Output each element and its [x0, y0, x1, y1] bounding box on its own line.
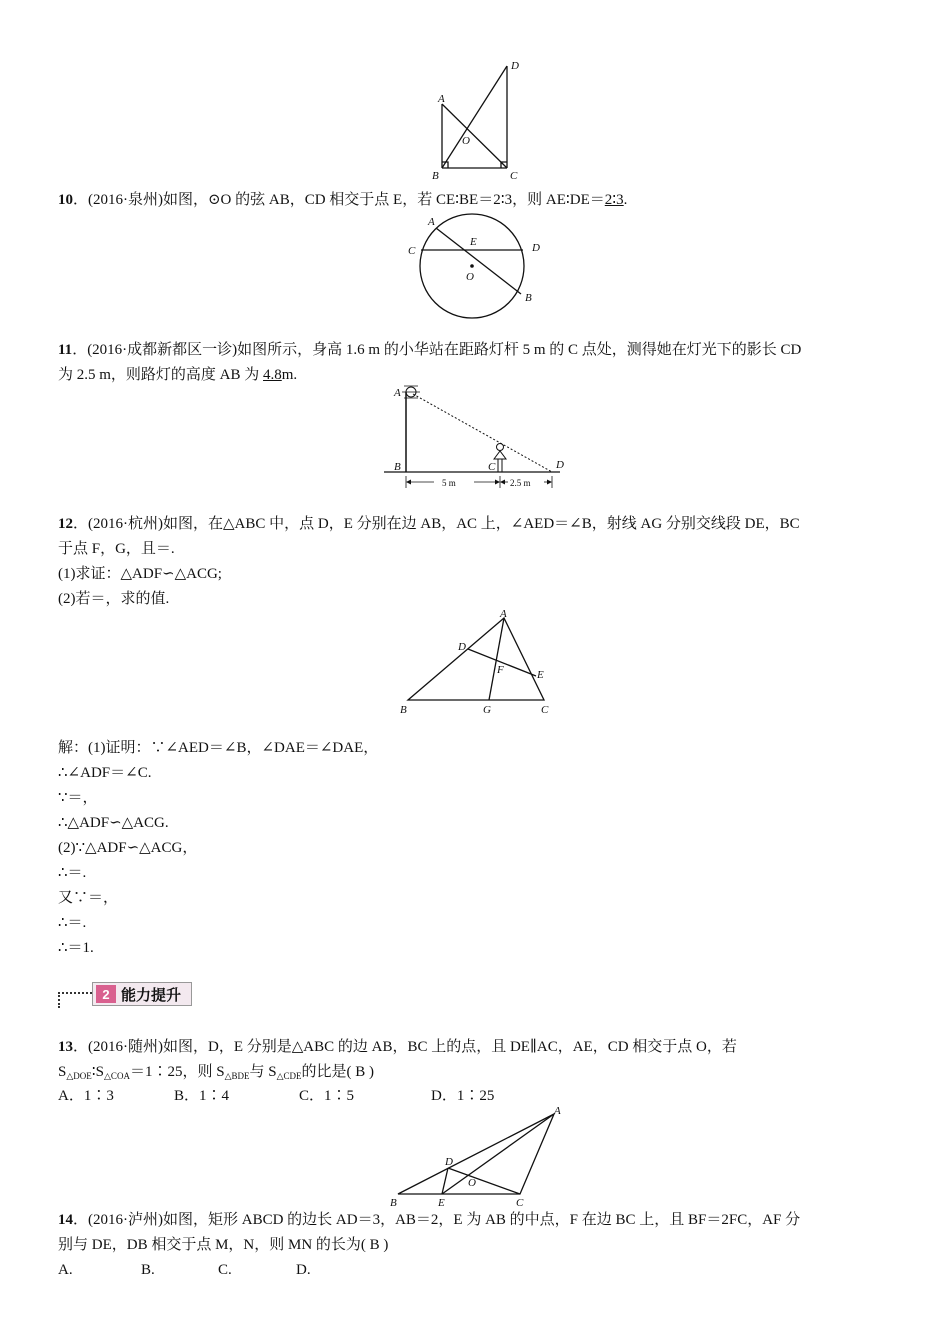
option-c: C.	[218, 1262, 232, 1278]
label-a: A	[438, 93, 445, 105]
label-c: C	[516, 1197, 524, 1209]
label-b: B	[432, 170, 439, 182]
segment-bd	[442, 66, 507, 168]
dimension-2-5m: 2.5 m	[510, 478, 531, 488]
question-number: 12	[58, 516, 73, 532]
question-14-options	[58, 1260, 311, 1280]
solution-line: ∴＝.	[58, 915, 87, 931]
solution-line: ∴∠ADF＝∠C.	[58, 765, 152, 781]
question-number: 10	[58, 192, 73, 208]
label-c: C	[408, 245, 416, 257]
question-12-line1: 12．(2016·杭州)如图，在△ABC 中，点 D，E 分别在边 AB，AC 上，∠AED＝∠B，射线 AG 分别交线段 DE，BC	[58, 516, 800, 532]
question-14-line2: 别与 DE，DB 相交于点 M，N，则 MN 的长为( B )	[58, 1237, 389, 1253]
question-12-part2: (2)若＝，求的值.	[58, 591, 170, 607]
question-12-line2: 于点 F，G，且＝.	[58, 541, 175, 557]
triangle-abc	[398, 1114, 554, 1194]
dimension-5m: 5 m	[442, 478, 456, 488]
chord-ab	[436, 228, 521, 294]
center-dot	[470, 264, 474, 268]
segment-ac	[442, 104, 507, 168]
label-d: D	[511, 60, 519, 72]
section-number: 2	[96, 985, 116, 1003]
label-b: B	[400, 704, 407, 716]
figure-q11	[382, 380, 572, 492]
label-o: O	[468, 1177, 476, 1189]
triangle-abc	[408, 618, 544, 700]
label-a: A	[428, 216, 435, 228]
label-a: A	[554, 1105, 561, 1117]
label-d: D	[458, 641, 466, 653]
figure-q9	[430, 58, 530, 184]
option-d: D．1∶25	[431, 1088, 495, 1104]
question-12-part1: (1)求证：△ADF∽△ACG;	[58, 566, 222, 582]
question-13-line1: 13．(2016·随州)如图，D，E 分别是△ABC 的边 AB，BC 上的点，且 DE∥AC，AE，CD 相交于点 O，若	[58, 1039, 737, 1055]
segment-dc	[448, 1168, 520, 1194]
label-b: B	[394, 461, 401, 473]
label-c: C	[488, 461, 496, 473]
question-number: 11	[58, 342, 73, 358]
label-b: B	[525, 292, 532, 304]
label-a: A	[500, 608, 507, 620]
question-11-line2: 为 2.5 m，则路灯的高度 AB 为 4.8m.	[58, 367, 298, 383]
figure-q10	[404, 208, 546, 326]
label-d: D	[556, 459, 564, 471]
figure-q12	[396, 604, 562, 718]
solution-line: ∴＝1.	[58, 940, 94, 956]
option-c: C．1∶5	[299, 1088, 355, 1104]
label-d: D	[445, 1156, 453, 1168]
label-b: B	[390, 1197, 397, 1209]
question-number: 14	[58, 1212, 73, 1228]
solution-line: ∴＝.	[58, 865, 87, 881]
person-icon	[494, 444, 506, 473]
answer: 4.8	[263, 367, 282, 383]
option-b: B．1∶4	[174, 1088, 230, 1104]
label-o: O	[466, 271, 474, 283]
label-e: E	[470, 236, 477, 248]
option-b: B.	[141, 1262, 155, 1278]
label-a: A	[394, 387, 401, 399]
label-e: E	[537, 669, 544, 681]
solution-line: ∵＝，	[58, 790, 98, 806]
label-c: C	[510, 170, 518, 182]
label-f: F	[497, 664, 504, 676]
question-10: 10．(2016·泉州)如图，⊙O 的弦 AB，CD 相交于点 E，若 CE∶BE＝2∶3，则 AE∶DE＝2∶3.	[58, 192, 628, 208]
solution-line: 又∵＝，	[58, 890, 119, 906]
solution-line: ∴△ADF∽△ACG.	[58, 815, 169, 831]
figure-q13	[388, 1102, 566, 1212]
solution-line: (2)∵△ADF∽△ACG，	[58, 840, 198, 856]
ray-ag	[489, 618, 504, 700]
question-14-line1: 14．(2016·泸州)如图，矩形 ABCD 的边长 AD＝3，AB＝2，E 为 AB 的中点，F 在边 BC 上，且 BF＝2FC，AF 分	[58, 1212, 801, 1228]
option-a: A.	[58, 1262, 73, 1278]
light-ray	[413, 394, 552, 472]
option-d: D.	[296, 1262, 311, 1278]
section-title: 能力提升	[121, 985, 182, 1004]
question-11-line1: 11．(2016·成都新都区一诊)如图所示，身高 1.6 m 的小华站在距路灯杆 5 m 的 C 点处，测得她在灯光下的影长 CD	[58, 342, 802, 358]
label-d: D	[532, 242, 540, 254]
section-banner	[58, 982, 198, 1008]
label-e: E	[438, 1197, 445, 1209]
label-g: G	[483, 704, 491, 716]
label-o: O	[462, 135, 470, 147]
solution-line: 解：(1)证明：∵∠AED＝∠B，∠DAE＝∠DAE，	[58, 740, 379, 756]
option-a: A．1∶3	[58, 1088, 114, 1104]
question-number: 13	[58, 1039, 73, 1055]
label-c: C	[541, 704, 549, 716]
question-13-line2: $S_{\triangle DOE}∶S_{\triangle COA}=1∶25$，则 $S_{\triangle BDE}$与 $S_{\triangle CDE}$的比是( B )	[58, 1064, 375, 1081]
answer: 2∶3	[604, 192, 624, 208]
